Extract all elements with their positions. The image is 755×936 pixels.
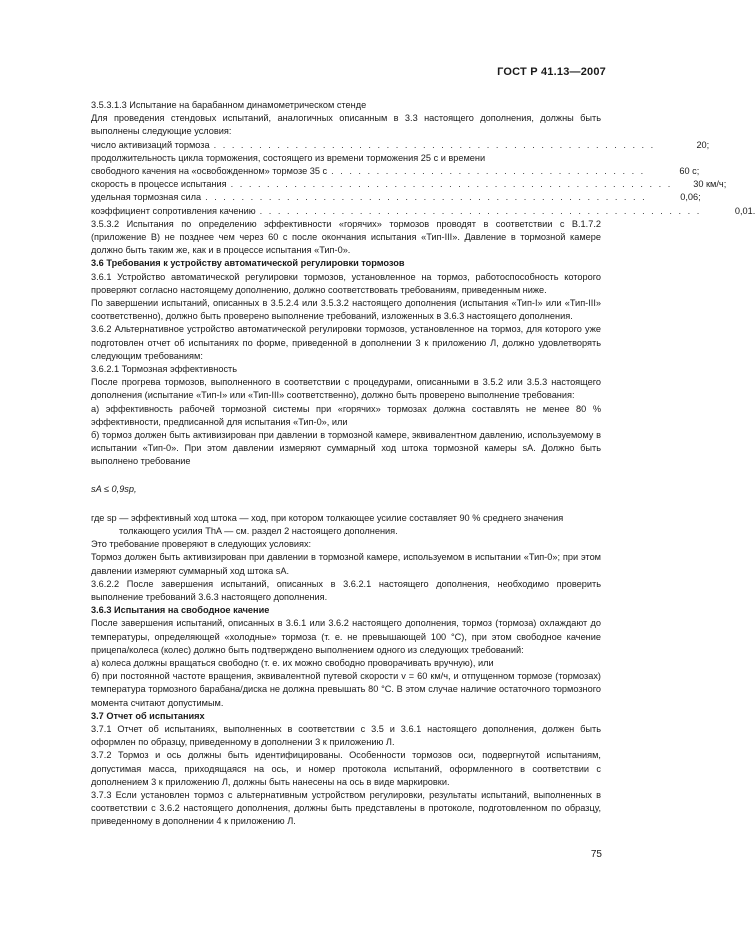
test-conditions-list (91, 139, 755, 218)
section-3-6-3-title: 3.6.3 Испытания на свободное качение (91, 605, 270, 616)
condition-value: 0,01. (734, 205, 755, 216)
condition-row (91, 191, 701, 204)
section-3-6-title: 3.6 Требования к устройству автоматической регулировки тормозов (91, 258, 405, 269)
leader-dots: . . . . . . . . . . . . . . . . . . . . . . . . . . . . . . . . . . . . . . . . . . . . . . . . . (205, 192, 647, 203)
where-definition-line-1: где sp — эффективный ход штока — ход, при котором толкающее усилие составляет 90 % среднего значения (91, 512, 564, 523)
condition-value: 20; (696, 139, 710, 150)
section-3-7-3: 3.7.3 Если установлен тормоз с альтернативным устройством регулировки, результаты испытаний, выполненных в соответствии с 3.6.2 настоящего дополнения, должны быть представлены в протоколе, подготовленном по образцу, приведенному в дополнении 4 к приложению Л. (91, 790, 601, 827)
section-3-6-1-continued: По завершении испытаний, описанных в 3.5.2.4 или 3.5.3.2 настоящего дополнения (испытания «Тип-I» или «Тип-III» соответственно), должно быть проверено выполнение требований, изложенных в 3.6.3 настоящего дополнения. (91, 297, 601, 322)
condition-row (91, 139, 710, 152)
condition-label: удельная тормозная сила (91, 192, 202, 203)
condition-label: продолжительность цикла торможения, состоящего из времени торможения 25 с и времени (91, 152, 486, 163)
section-3-6-2-1-title: 3.6.2.1 Тормозная эффективность (91, 363, 238, 374)
condition-label: скорость в процессе испытания (91, 179, 227, 190)
formula-stroke-requirement: sA ≤ 0,9sp, (91, 483, 137, 494)
section-3-6-2-2: 3.6.2.2 После завершения испытаний, описанных в 3.6.2.1 настоящего дополнения, необходимо проверить выполнение требований 3.6.3 настоящего дополнения. (91, 578, 601, 603)
section-3-6-2: 3.6.2 Альтернативное устройство автоматической регулировки тормозов, установленное на тормоз, для которого уже подготовлен отчет об испытаниях по форме, приведенной в дополнении 3 к приложению Л, должно удовлетворять следующим требованиям: (91, 324, 601, 361)
page-body (91, 99, 755, 829)
where-definition-line-2: толкающего усилия ThA — см. раздел 2 настоящего дополнения. (119, 526, 398, 536)
document-id-header: ГОСТ Р 41.13—2007 (497, 66, 606, 78)
condition-label: число активизаций тормоза (91, 139, 210, 150)
condition-row (91, 178, 727, 191)
section-3-6-3-item-a: а) колеса должны вращаться свободно (т. е. их можно свободно проворачивать вручную), или (91, 658, 494, 669)
section-3-5-3-1-3-intro: Для проведения стендовых испытаний, аналогичных описанным в 3.3 настоящего дополнения, должны быть выполнены следующие условия: (91, 113, 601, 137)
section-3-6-2-1-item-b: б) тормоз должен быть активизирован при давлении в тормозной камере, эквивалентном давлению, используемому в испытании «Тип-0». При этом давлении измеряют суммарный ход штока тормозной камеры sA. Должно быть выполнено требование (91, 429, 601, 467)
condition-value: 30 км/ч; (693, 179, 727, 190)
section-3-5-3-1-3-title: 3.5.3.1.3 Испытание на барабанном динамометрическом стенде (91, 100, 367, 110)
page-number: 75 (590, 849, 602, 860)
condition-label: коэффициент сопротивления качению (91, 205, 256, 216)
section-3-7-1: 3.7.1 Отчет об испытаниях, выполненных в соответствии с 3.5 и 3.6.1 настоящего дополнения, должен быть оформлен по образцу, приведенному в дополнении 3 к приложению Л. (91, 724, 601, 748)
section-3-6-3-text: После завершения испытаний, описанных в 3.6.1 или 3.6.2 настоящего дополнения, тормоз (тормоза) охлаждают до температуры, определяющей «холодные» тормоза (т. е. не превышающей 100 °С), при этом свободное качение прицепа/колеса (колес) должно быть подтверждено выполнением одного из следующих требований: (91, 618, 601, 655)
leader-dots: . . . . . . . . . . . . . . . . . . . . . . . . . . . . . . . . . . . . . . . . . . . . . . . . . (259, 205, 702, 216)
condition-value: 60 с; (679, 165, 700, 176)
leader-dots: . . . . . . . . . . . . . . . . . . . . . . . . . . . . . . . . . . . . . . . . . . . . . . . . . (230, 179, 673, 190)
condition-value: 0,06; (680, 192, 701, 203)
condition-row (91, 165, 700, 178)
section-3-6-1: 3.6.1 Устройство автоматической регулировки тормозов, установленное на тормоз, работоспособность которого проверяют согласно настоящему дополнению, должно соответствовать требованиям, приведенным ниже. (91, 271, 601, 295)
condition-row (91, 152, 601, 165)
check-conditions-text: Тормоз должен быть активизирован при давлении в тормозной камере, используемом в испытании «Тип-0»; при этом давлении измеряют суммарный ход штока sA. (91, 552, 601, 576)
section-3-6-2-1-text: После прогрева тормозов, выполненного в соответствии с процедурами, описанными в 3.5.2 или 3.5.3 настоящего дополнения (испытание «Тип-I» или «Тип-III» соответственно), должно быть проверено выполнение требования: (91, 377, 601, 401)
section-3-6-3-item-b: б) при постоянной частоте вращения, эквивалентной путевой скорости v = 60 км/ч, и отпущенном тормозе (тормозах) температура тормозного барабана/диска не должна превышать 80 °С. В этом случае наличие остаточного тормозного момента считают допустимым. (91, 671, 601, 708)
section-3-7-title: 3.7 Отчет об испытаниях (91, 710, 205, 721)
condition-label: свободного качения на «освобожденном» тормозе 35 с (91, 165, 328, 176)
section-3-6-2-1-item-a: а) эффективность рабочей тормозной системы при «горячих» тормозах должна составлять не менее 80 % эффективности, предписанной для испытания «Тип-0», или (91, 403, 601, 427)
leader-dots: . . . . . . . . . . . . . . . . . . . . . . . . . . . . . . . . . . . (331, 165, 646, 176)
leader-dots: . . . . . . . . . . . . . . . . . . . . . . . . . . . . . . . . . . . . . . . . . . . . . . . . . (213, 139, 656, 150)
check-conditions-intro: Это требование проверяют в следующих условиях: (91, 539, 312, 550)
condition-row (91, 205, 755, 218)
section-3-5-3-2: 3.5.3.2 Испытания по определению эффективности «горячих» тормозов проводят в соответствии с В.1.7.2 (приложение В) не позднее чем через 60 с после окончания испытания «Тип-III». Давление в тормозной камере должно быть таким же, как и в процессе испытания «Тип-0». (91, 218, 601, 256)
section-3-7-2: 3.7.2 Тормоз и ось должны быть идентифицированы. Особенности тормозов оси, подвергнутой испытаниям, допустимая масса, приходящаяся на ось, и номер протокола испытаний, оформленного в соответствии с дополнением 3 к приложению Л, должны быть нанесены на ось в виде маркировки. (91, 750, 601, 787)
